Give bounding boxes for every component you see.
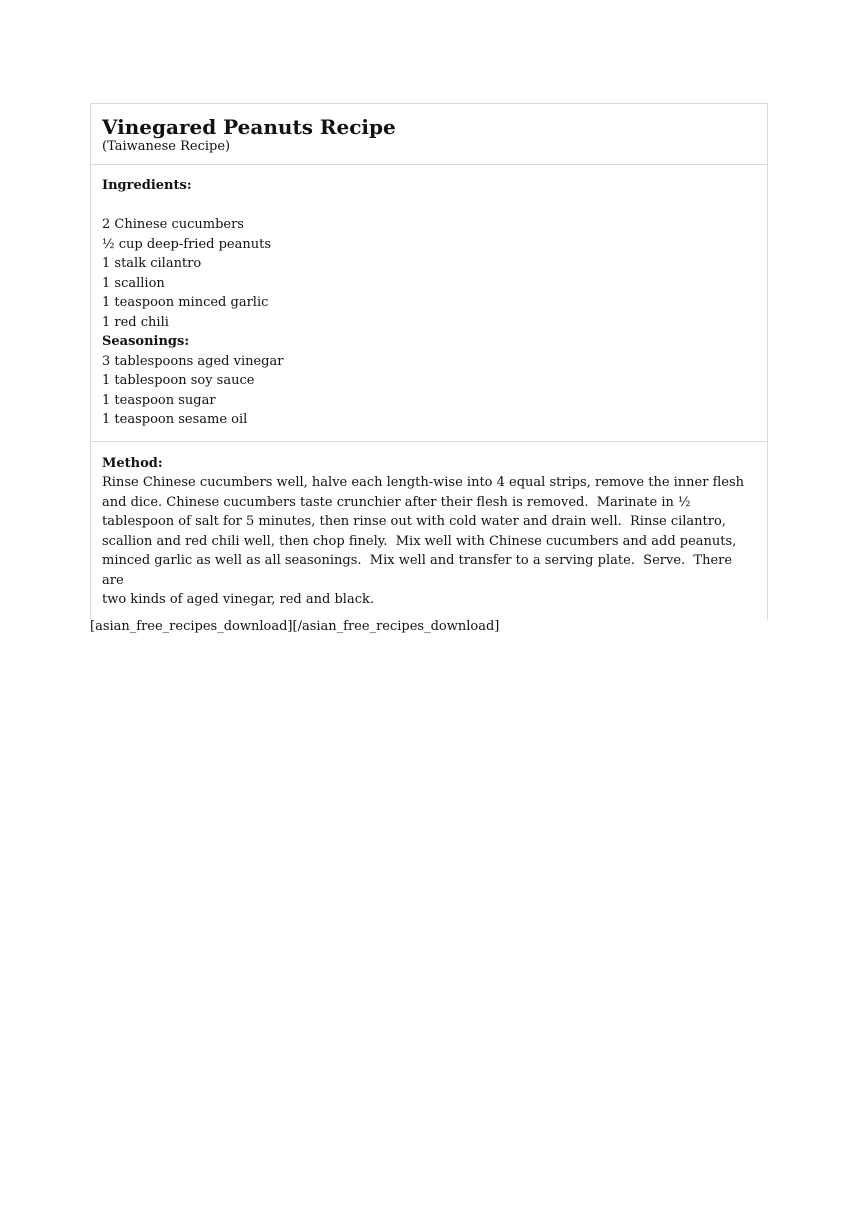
recipe-title: Vinegared Peanuts Recipe: [102, 115, 396, 139]
ingredient-item: 1 red chili: [102, 314, 169, 330]
ingredient-item: 2 Chinese cucumbers: [102, 217, 244, 232]
ingredient-item: 1 stalk cilantro: [102, 256, 202, 271]
recipe-subtitle: (Taiwanese Recipe): [102, 139, 231, 154]
seasoning-item: 1 teaspoon sesame oil: [102, 412, 248, 427]
seasoning-item: 3 tablespoons aged vinegar: [102, 353, 284, 369]
recipe-header: [91, 104, 767, 165]
ingredient-item: 1 teaspoon minced garlic: [102, 295, 269, 310]
ingredients-section: [91, 165, 767, 442]
ingredient-item: 1 scallion: [102, 275, 165, 291]
seasoning-item: 1 tablespoon soy sauce: [102, 373, 255, 388]
spacer: [102, 196, 756, 216]
seasoning-item: 1 teaspoon sugar: [102, 392, 216, 408]
method-heading: Method:: [102, 455, 163, 471]
method-section: [91, 442, 767, 620]
recipe-card: [90, 103, 768, 620]
download-shortcode: [asian_free_recipes_download][/asian_free_recipes_download]: [90, 619, 500, 634]
ingredient-item: ½ cup deep-fried peanuts: [102, 236, 271, 252]
seasonings-heading: Seasonings:: [102, 334, 190, 349]
ingredients-heading: Ingredients:: [102, 178, 192, 193]
method-text: Rinse Chinese cucumbers well, halve each length-wise into 4 equal strips, remove the inner flesh and dice. Chinese cucumbers taste crunchier after their flesh is removed. Marinate in ½ tablespoon of salt for 5 minutes, then rinse out with cold water and drain well. Rinse cilantro, scallion and red chili well, then chop finely. Mix well with Chinese cucumbers and add peanuts, minced garlic as well as all seasonings. Mix well and transfer to a serving plate. Serve. There are two kinds of aged vinegar, red and black.: [102, 475, 744, 607]
